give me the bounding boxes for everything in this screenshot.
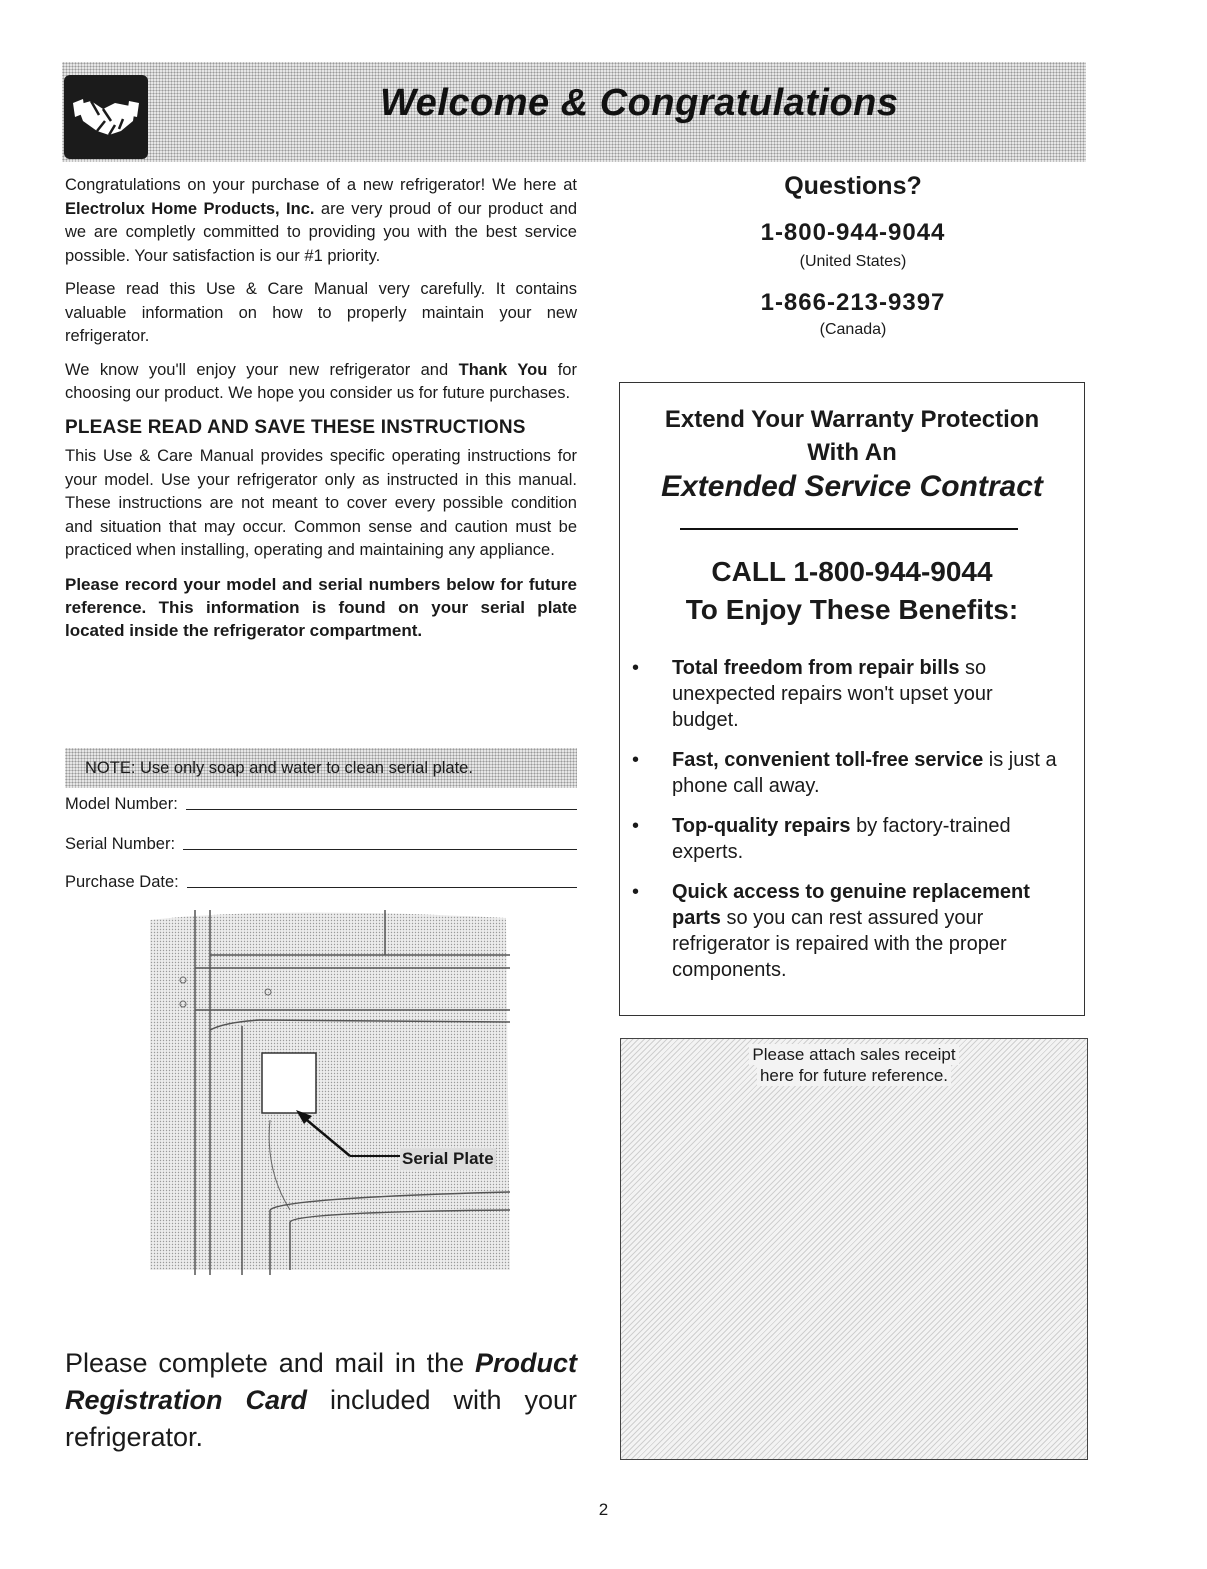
benefit-text: so unexpected repairs won't upset your budget. [672, 657, 993, 731]
intro-text: for choosing our product. We hope you consider us for future purchases. [65, 360, 577, 402]
model-number-line [186, 808, 577, 810]
intro-text: Congratulations on your purchase of a new refrigerator! We here at [65, 176, 577, 194]
benefits-list [620, 655, 1084, 997]
extended-contract-title: Extended Service Contract [661, 470, 1043, 503]
model-number-field[interactable] [65, 795, 577, 814]
serial-number-label: Serial Number: [65, 835, 176, 853]
benefit-item [620, 747, 1084, 799]
phone-us-label: (United States) [799, 253, 907, 270]
receipt-line-2: here for future reference. [757, 1065, 951, 1086]
page-number: 2 [598, 1500, 609, 1519]
phone-us[interactable]: 1-800-944-9044 [760, 219, 946, 246]
benefit-item [620, 879, 1084, 983]
company-name: Electrolux Home Products, Inc. [65, 199, 315, 218]
cleaning-note: NOTE: Use only soap and water to clean serial plate. [65, 748, 577, 788]
benefit-title: Fast, convenient toll-free service [672, 749, 984, 771]
serial-plate-label: Serial Plate [402, 1149, 494, 1168]
serial-number-field[interactable] [65, 835, 577, 854]
registration-reminder [65, 1345, 577, 1456]
page-title: Welcome & Congratulations [380, 82, 899, 124]
questions-title: Questions? [784, 172, 922, 200]
phone-canada-label: (Canada) [819, 321, 887, 338]
call-line-2: To Enjoy These Benefits: [685, 594, 1019, 625]
receipt-attachment-area [620, 1038, 1088, 1460]
registration-text: Please complete and mail in the [65, 1348, 475, 1378]
intro-paragraph-1 [65, 174, 577, 268]
model-number-label: Model Number: [65, 795, 178, 813]
benefit-title: Quick access to genuine replacement parts [672, 881, 1030, 929]
benefit-title: Top-quality repairs [672, 815, 851, 837]
intro-text: are very proud of our product and we are completly committed to providing you with the best service possible. Your satisfaction is our #1 priority. [65, 199, 578, 265]
warranty-title-line-1: Extend Your Warranty Protection [664, 406, 1040, 433]
serial-number-line [183, 848, 577, 850]
receipt-instructions [621, 1044, 1087, 1086]
instructions-body: This Use & Care Manual provides specific operating instructions for your model. Use your refrigerator only as instructed in this manual. These instructions are not meant to cover every possible condition and situation that may occur. Common sense and caution must be practiced when installing, operating and maintaining any appliance. [65, 447, 577, 559]
questions-section [620, 170, 1086, 339]
intro-paragraph-2: Please read this Use & Care Manual very carefully. It contains valuable information on how to properly maintain your new refrigerator. [65, 280, 577, 345]
registration-text: included with your refrigerator. [65, 1385, 577, 1452]
purchase-date-line [187, 886, 577, 888]
refrigerator-illustration [150, 910, 510, 1275]
phone-canada[interactable]: 1-866-213-9397 [760, 289, 946, 316]
divider [680, 528, 1018, 530]
benefit-text: by factory-trained experts. [672, 815, 1011, 863]
receipt-line-1: Please attach sales receipt [749, 1044, 958, 1065]
registration-card-name: Product Registration Card [65, 1348, 577, 1415]
benefit-text: is just a phone call away. [672, 749, 1057, 797]
purchase-date-field[interactable] [65, 873, 577, 892]
benefit-title: Total freedom from repair bills [672, 657, 960, 679]
benefit-item [620, 813, 1084, 865]
thank-you-text: Thank You [458, 360, 548, 379]
warranty-box [619, 382, 1085, 1016]
benefit-text: so you can rest assured your refrigerator is repaired with the proper components. [672, 907, 1007, 981]
call-to-action [620, 553, 1084, 629]
warranty-title-line-2: With An [807, 439, 897, 466]
intro-text: We know you'll enjoy your new refrigerator and [65, 360, 459, 379]
call-line-1[interactable]: CALL 1-800-944-9044 [711, 556, 993, 587]
record-note: Please record your model and serial numbers below for future reference. This information is found on your serial plate located inside the refrigerator compartment. [65, 574, 577, 640]
benefit-item [620, 655, 1084, 733]
instructions-heading: PLEASE READ AND SAVE THESE INSTRUCTIONS [65, 416, 526, 438]
handshake-icon-graphic [73, 91, 139, 143]
refrigerator-drawing [150, 910, 510, 1275]
warranty-title [620, 403, 1084, 469]
purchase-date-label: Purchase Date: [65, 873, 179, 891]
left-column [65, 174, 577, 652]
handshake-icon [64, 75, 148, 159]
intro-paragraph-3 [65, 359, 577, 406]
